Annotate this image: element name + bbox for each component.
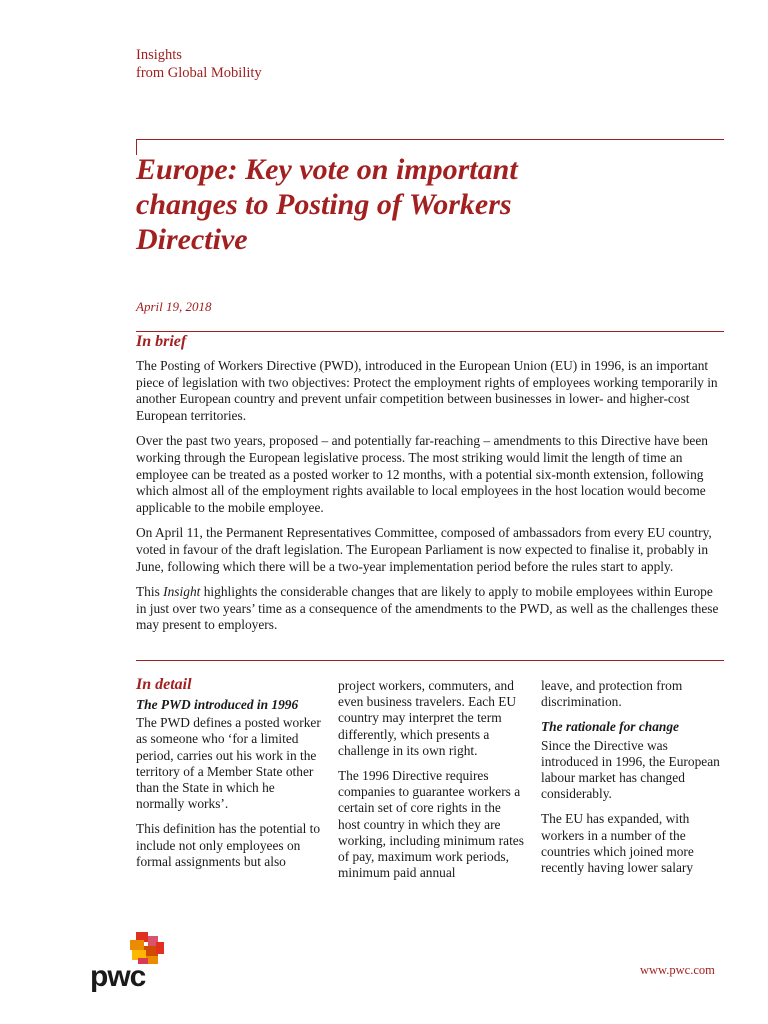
p4-rest: highlights the considerable changes that are likely to apply to mobile employees within Europe in just over two years’ time as a consequence of the amendments to the PWD, as well as the challenges these may present to employers. xyxy=(136,584,719,633)
col3-paragraph-1: Since the Directive was introduced in 1996, the European labour market has changed considerably. xyxy=(541,737,720,802)
col1-paragraph-1: The PWD defines a posted worker as someone who ‘for a limited period, carries out his work in the territory of a Member State other than the State in which he normally works’. xyxy=(136,715,321,812)
kicker-line-2: from Global Mobility xyxy=(136,65,262,81)
in-brief-paragraph-4 xyxy=(136,584,726,634)
in-brief-rule xyxy=(136,331,724,332)
col3-paragraph-0: leave, and protection from discrimination. xyxy=(541,678,683,710)
header-kicker xyxy=(136,46,262,82)
p4-prefix: This xyxy=(136,584,164,600)
col3-subhead: The rationale for change xyxy=(541,719,679,735)
detail-column-2 xyxy=(338,678,524,890)
in-brief-paragraph-1: The Posting of Workers Directive (PWD), introduced in the European Union (EU) in 1996, is an important piece of legislation with two objectives: Protect the employment rights of employees working temporarily in another European country and prevent unfair competition between businesses in lower- and higher-cost European territories. xyxy=(136,358,718,423)
col2-paragraph-2: The 1996 Directive requires companies to guarantee workers a certain set of core rights in the host country in which they are working, including minimum rates of pay, maximum work periods, minimum paid annual xyxy=(338,768,524,881)
in-brief-heading: In brief xyxy=(136,333,187,350)
p4-italic: Insight xyxy=(163,584,201,600)
in-brief-paragraph-2: Over the past two years, proposed – and potentially far-reaching – amendments to this Directive have been working through the European legislative process. The most striking would limit the length of time an employee can be treated as a posted worker to 12 months, with a potential six-month extension, following which almost all of the employment rights available to local employees in the host location would become applicable to the mobile employee. xyxy=(136,433,708,515)
title-line-2: changes to Posting of Workers xyxy=(136,188,512,221)
title-line-3: Directive xyxy=(136,223,248,256)
detail-column-1 xyxy=(136,697,322,879)
title-rule xyxy=(136,139,724,140)
pwc-logo-text: pwc xyxy=(90,960,146,993)
in-detail-rule xyxy=(136,660,724,661)
in-brief-body xyxy=(136,358,726,643)
col3-paragraph-2: The EU has expanded, with workers in a number of the countries which joined more recently having lower salary xyxy=(541,811,694,876)
in-brief-paragraph-3: On April 11, the Permanent Representatives Committee, composed of ambassadors from every EU country, voted in favour of the draft legislation. The European Parliament is now expected to finalise it, probably in June, following which there will be a two-year implementation period before the rules start to apply. xyxy=(136,525,712,574)
col1-paragraph-2: This definition has the potential to include not only employees on formal assignments but also xyxy=(136,821,321,869)
col2-paragraph-1: project workers, commuters, and even business travelers. Each EU country may interpret the term differently, which presents a challenge in its own right. xyxy=(338,678,517,758)
in-detail-heading: In detail xyxy=(136,676,192,693)
footer-url-link[interactable]: www.pwc.com xyxy=(640,963,715,977)
col1-subhead: The PWD introduced in 1996 xyxy=(136,697,299,712)
publication-date: April 19, 2018 xyxy=(136,299,212,314)
page-title xyxy=(136,152,736,257)
title-line-1: Europe: Key vote on important xyxy=(136,153,518,186)
detail-column-3 xyxy=(541,678,727,885)
kicker-line-1: Insights xyxy=(136,47,182,63)
